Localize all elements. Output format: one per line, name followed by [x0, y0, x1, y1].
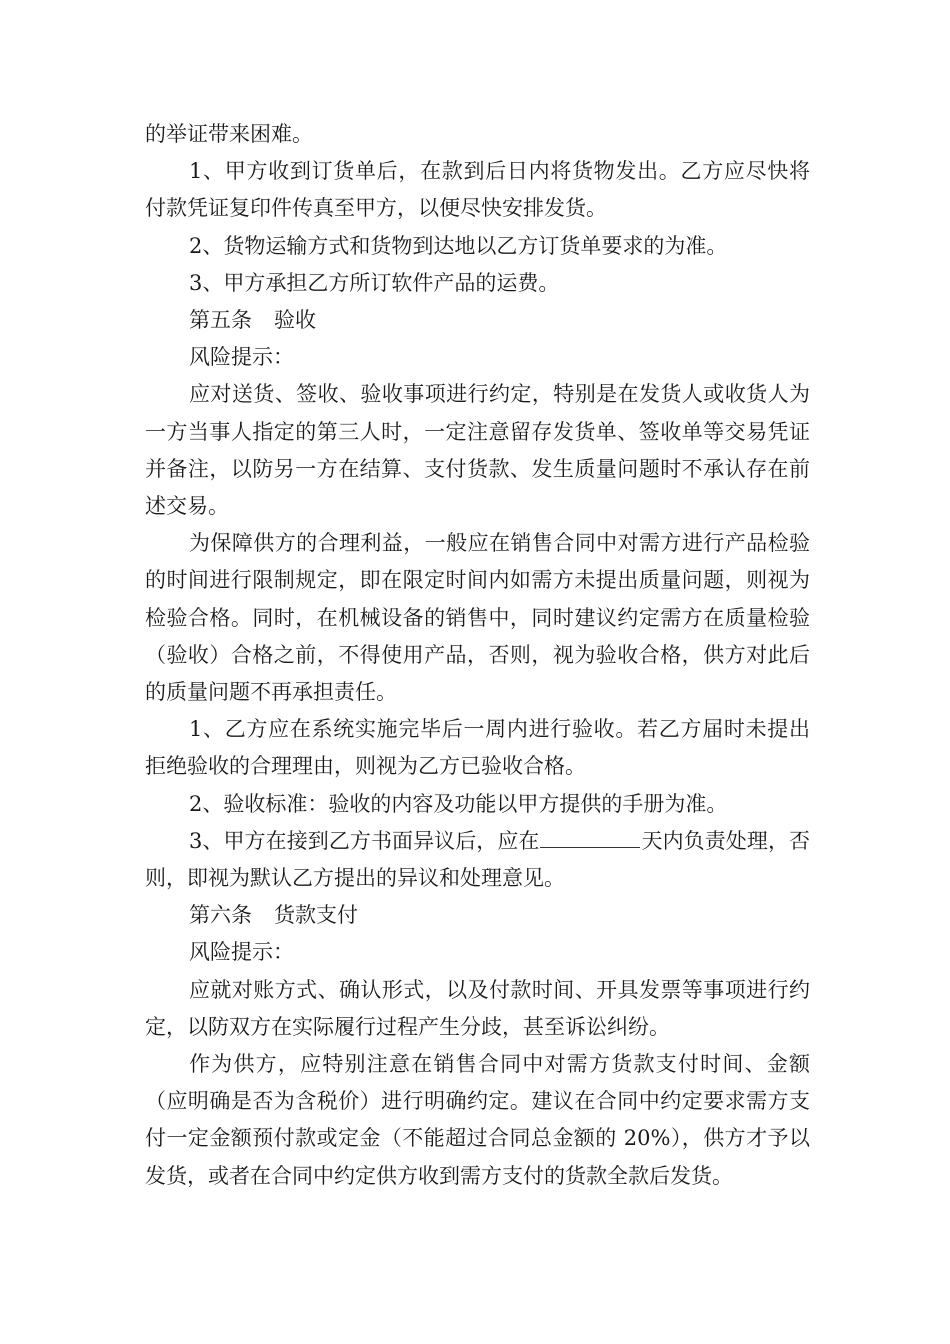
risk-warning-text: 应对送货、签收、验收事项进行约定，特别是在发货人或收货人为一方当事人指定的第三人时，一定注意留存发货单、签收单等交易凭证并备注，以防另一方在结算、支付货款、发生质量问题时不承认存在前述交易。	[145, 382, 810, 519]
clause-text-before-blank: 3、甲方在接到乙方书面异议后，应在	[189, 828, 540, 853]
risk-warning-text: 作为供方，应特别注意在销售合同中对需方货款支付时间、金额（应明确是否为含税价）进行明确约定。建议在合同中约定要求需方支付一定金额预付款或定金（不能超过合同总金额的 20%），供方才予以发货，或者在合同中约定供方收到需方支付的货款全款后发货。	[145, 1052, 810, 1188]
fill-in-blank	[540, 825, 640, 848]
clause-item: 3、甲方承担乙方所订软件产品的运费。	[189, 270, 560, 295]
clause-item-with-blank	[145, 823, 810, 897]
risk-warning-label: 风险提示：	[189, 345, 294, 370]
clause-item: 2、货物运输方式和货物到达地以乙方订货单要求的为准。	[189, 233, 728, 258]
article-title: 货款支付	[274, 903, 358, 928]
clause-item: 1、甲方收到订货单后，在款到后日内将货物发出。乙方应尽快将付款凭证复印件传真至甲方，以便尽快安排发货。	[145, 159, 810, 221]
clause-item: 1、乙方应在系统实施完毕后一周内进行验收。若乙方届时未提出拒绝验收的合理理由，则视为乙方已验收合格。	[145, 717, 810, 779]
clause-text-after-blank: 天内负责处理，否则，即视为默认乙方提出的异议和处理意见。	[145, 828, 811, 891]
article-number: 第五条	[189, 308, 252, 333]
clause-item: 2、验收标准：验收的内容及功能以甲方提供的手册为准。	[189, 791, 728, 816]
risk-warning-text: 为保障供方的合理利益，一般应在销售合同中对需方进行产品检验的时间进行限制规定，即在限定时间内如需方未提出质量问题，则视为检验合格。同时，在机械设备的销售中，同时建议约定需方在质量检验（验收）合格之前，不得使用产品，否则，视为验收合格，供方对此后的质量问题不再承担责任。	[145, 531, 810, 705]
article-title: 验收	[274, 308, 316, 333]
document-body	[145, 116, 810, 1195]
continued-paragraph: 的举证带来困难。	[145, 122, 313, 146]
risk-warning-label: 风险提示：	[189, 940, 294, 965]
article-number: 第六条	[189, 903, 252, 928]
article-heading	[145, 302, 810, 339]
article-heading	[145, 897, 810, 934]
risk-warning-text: 应就对账方式、确认形式，以及付款时间、开具发票等事项进行约定，以防双方在实际履行过程产生分歧，甚至诉讼纠纷。	[145, 977, 810, 1039]
